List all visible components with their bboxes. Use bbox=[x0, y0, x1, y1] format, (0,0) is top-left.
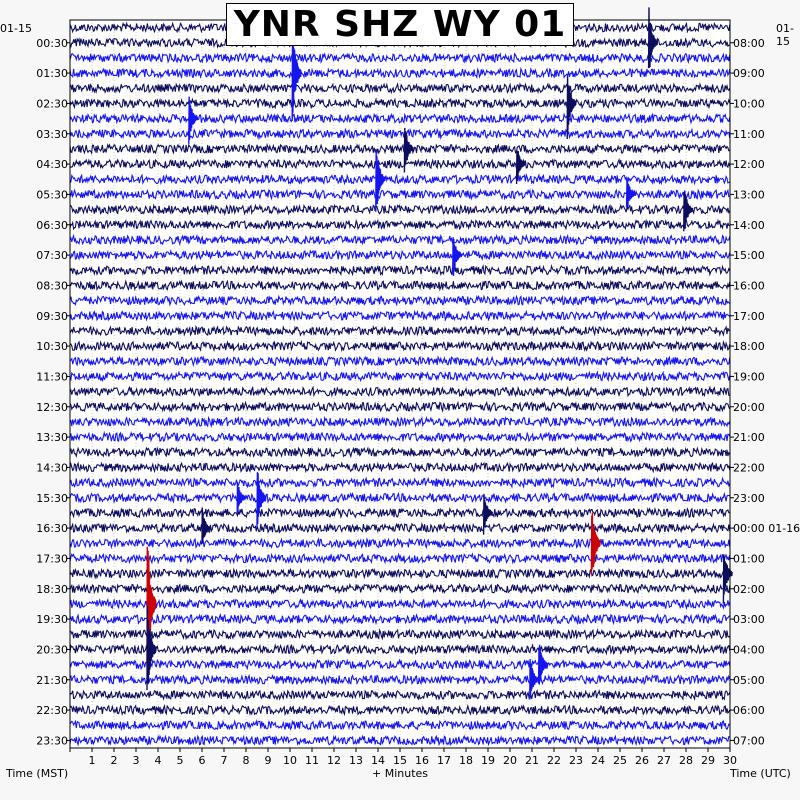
left-time-label: 23:30 bbox=[36, 734, 68, 748]
x-axis-title: + Minutes bbox=[372, 767, 429, 780]
x-tick-label: 13 bbox=[349, 754, 363, 767]
right-time-label: 16:00 bbox=[733, 279, 765, 293]
chart-title: YNR SHZ WY 01 bbox=[233, 4, 567, 45]
left-time-label: 21:30 bbox=[36, 673, 68, 687]
x-tick-label: 6 bbox=[198, 754, 206, 767]
x-tick-label: 1 bbox=[88, 754, 96, 767]
x-tick-label: 29 bbox=[701, 754, 715, 767]
date-left: 01-15 bbox=[0, 22, 32, 35]
right-time-label: 00:00 01-16 bbox=[733, 522, 800, 536]
x-tick-label: 15 bbox=[393, 754, 407, 767]
left-time-label: 12:30 bbox=[36, 400, 68, 414]
x-tick-label: 14 bbox=[371, 754, 385, 767]
x-tick-label: 30 bbox=[723, 754, 737, 767]
left-time-label: 03:30 bbox=[36, 127, 68, 141]
x-tick-label: 7 bbox=[220, 754, 228, 767]
right-time-label: 07:00 bbox=[733, 734, 765, 748]
right-time-label: 15:00 bbox=[733, 249, 765, 263]
left-time-label: 15:30 bbox=[36, 491, 68, 505]
left-time-label: 16:30 bbox=[36, 522, 68, 536]
x-tick-label: 26 bbox=[635, 754, 649, 767]
x-tick-label: 19 bbox=[481, 754, 495, 767]
x-tick-label: 2 bbox=[110, 754, 118, 767]
right-time-label: 10:00 bbox=[733, 97, 765, 111]
left-time-label: 19:30 bbox=[36, 613, 68, 627]
left-time-label: 20:30 bbox=[36, 643, 68, 657]
right-time-label: 01:00 bbox=[733, 552, 765, 566]
left-time-label: 00:30 bbox=[36, 36, 68, 50]
right-time-label: 13:00 bbox=[733, 188, 765, 202]
x-tick-label: 28 bbox=[679, 754, 693, 767]
right-time-label: 11:00 bbox=[733, 127, 765, 141]
x-tick-label: 5 bbox=[176, 754, 184, 767]
right-time-label: 04:00 bbox=[733, 643, 765, 657]
x-tick-label: 8 bbox=[242, 754, 250, 767]
left-time-label: 14:30 bbox=[36, 461, 68, 475]
left-time-label: 09:30 bbox=[36, 309, 68, 323]
left-time-label: 22:30 bbox=[36, 704, 68, 718]
x-tick-label: 9 bbox=[264, 754, 272, 767]
left-time-label: 06:30 bbox=[36, 218, 68, 232]
x-tick-label: 20 bbox=[503, 754, 517, 767]
left-time-label: 10:30 bbox=[36, 340, 68, 354]
left-time-label: 02:30 bbox=[36, 97, 68, 111]
x-tick-label: 16 bbox=[415, 754, 429, 767]
left-time-label: 17:30 bbox=[36, 552, 68, 566]
right-time-label: 09:00 bbox=[733, 67, 765, 81]
right-time-label: 22:00 bbox=[733, 461, 765, 475]
right-axis-title: Time (UTC) bbox=[730, 767, 791, 780]
right-time-label: 08:00 bbox=[733, 36, 765, 50]
left-time-label: 05:30 bbox=[36, 188, 68, 202]
left-axis-title: Time (MST) bbox=[6, 767, 69, 780]
x-tick-label: 25 bbox=[613, 754, 627, 767]
x-tick-label: 4 bbox=[154, 754, 162, 767]
left-time-label: 08:30 bbox=[36, 279, 68, 293]
left-time-label: 13:30 bbox=[36, 431, 68, 445]
right-time-label: 03:00 bbox=[733, 613, 765, 627]
title-box bbox=[226, 3, 574, 46]
left-time-label: 18:30 bbox=[36, 582, 68, 596]
x-tick-label: 23 bbox=[569, 754, 583, 767]
x-tick-label: 24 bbox=[591, 754, 605, 767]
right-time-label: 23:00 bbox=[733, 491, 765, 505]
x-tick-label: 17 bbox=[437, 754, 451, 767]
right-time-label: 02:00 bbox=[733, 582, 765, 596]
left-time-label: 11:30 bbox=[36, 370, 68, 384]
right-time-label: 21:00 bbox=[733, 431, 765, 445]
right-time-label: 12:00 bbox=[733, 158, 765, 172]
left-time-label: 07:30 bbox=[36, 249, 68, 263]
x-tick-label: 10 bbox=[283, 754, 297, 767]
x-tick-label: 11 bbox=[305, 754, 319, 767]
x-tick-label: 3 bbox=[132, 754, 140, 767]
left-time-label: 04:30 bbox=[36, 158, 68, 172]
left-time-label: 01:30 bbox=[36, 67, 68, 81]
right-time-label: 19:00 bbox=[733, 370, 765, 384]
x-tick-label: 18 bbox=[459, 754, 473, 767]
right-time-label: 06:00 bbox=[733, 704, 765, 718]
right-time-label: 14:00 bbox=[733, 218, 765, 232]
x-tick-label: 21 bbox=[525, 754, 539, 767]
x-tick-label: 27 bbox=[657, 754, 671, 767]
x-tick-label: 12 bbox=[327, 754, 341, 767]
right-time-label: 20:00 bbox=[733, 400, 765, 414]
x-tick-label: 22 bbox=[547, 754, 561, 767]
right-time-label: 17:00 bbox=[733, 309, 765, 323]
right-time-label: 05:00 bbox=[733, 673, 765, 687]
right-time-label: 18:00 bbox=[733, 340, 765, 354]
date-right: 01-15 bbox=[776, 22, 794, 48]
